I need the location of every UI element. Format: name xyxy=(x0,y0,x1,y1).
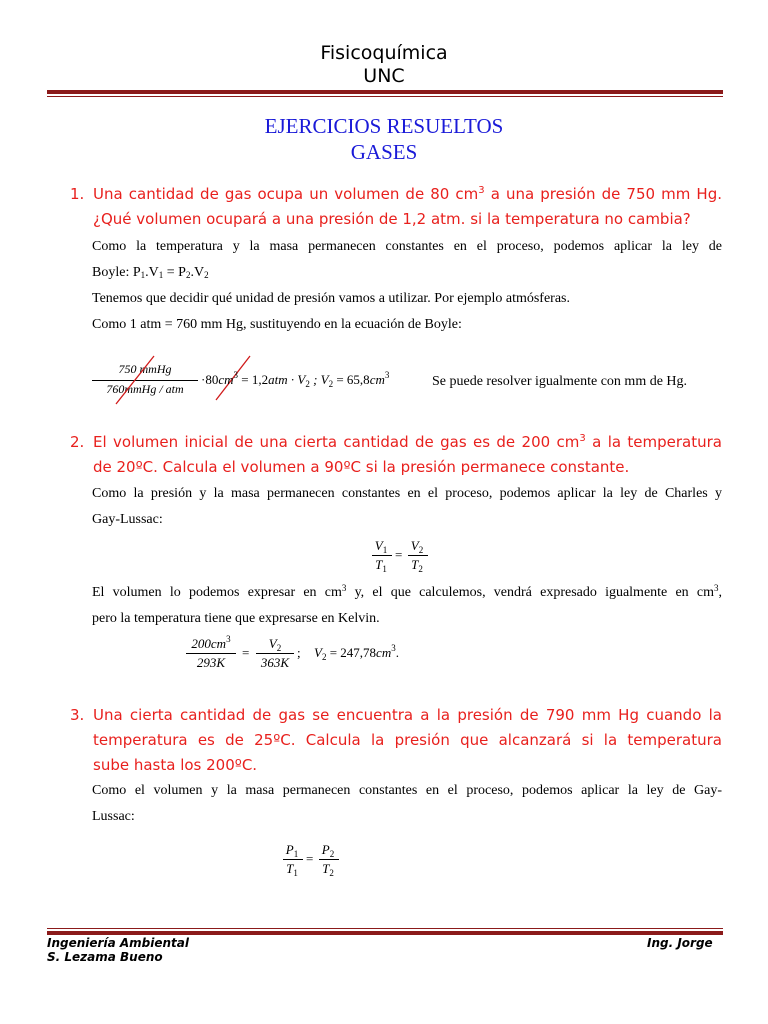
answer-2-text xyxy=(92,481,722,533)
paragraph-line: Como 1 atm = 760 mm Hg, sustituyendo en la ecuación de Boyle: xyxy=(92,317,462,332)
question-line: sube hasta los 200ºC. xyxy=(93,756,258,774)
document-subtitle: GASES xyxy=(350,140,418,164)
fraction-bar xyxy=(186,653,236,654)
fraction-numerator: 750 mmHg xyxy=(118,362,172,376)
question-line: de 20ºC. Calcula el volumen a 90ºC si la presión permanece constante. xyxy=(93,458,630,476)
question-1 xyxy=(70,182,722,232)
footer-rule-thin xyxy=(47,928,723,929)
question-number: 1. xyxy=(70,185,85,203)
answer-1-text xyxy=(92,234,722,338)
header-rule-thick xyxy=(47,90,723,94)
paragraph-line: pero la temperatura tiene que expresarse en Kelvin. xyxy=(92,611,380,626)
fraction-denominator: $T_2$ xyxy=(411,557,423,574)
fraction-numerator: $P_1$ xyxy=(285,842,299,859)
question-line: ¿Qué volumen ocupará a una presión de 1,2 atm. si la temperatura no cambia? xyxy=(93,210,691,228)
question-line: El volumen inicial de una cierta cantidad de gas es de 200 $cm^3$ a la temperatura xyxy=(93,433,722,451)
cancel-strike-icon xyxy=(94,354,214,406)
fraction-denominator: 293K xyxy=(196,655,226,670)
paragraph-line: El volumen lo podemos expresar en $cm^3$ y, el que calculemos, vendrá expresado igualmente en $cm^3$, xyxy=(92,583,722,600)
fraction-numerator: $V_1$ xyxy=(374,538,388,555)
result-expression: $V_2 = 247,78cm^3$. xyxy=(314,643,399,662)
paragraph-line: Gay-Lussac: xyxy=(92,512,163,527)
fraction-numerator: $V_2$ xyxy=(410,538,424,555)
separator: ; xyxy=(297,645,301,660)
equation-note: Se puede resolver igualmente con mm de Hg. xyxy=(432,374,688,389)
boyle-equation-rest: $\cdot 80cm^3 = 1,2atm \cdot V_2$ ; $V_2 = 65,8cm^3$ xyxy=(201,370,390,389)
paragraph-line: Como la presión y la masa permanecen constantes en el proceso, podemos aplicar la ley de Charles y xyxy=(92,486,722,501)
footer-department: Ingeniería Ambiental xyxy=(47,936,189,950)
answer-2-text-continued xyxy=(92,580,722,632)
fraction-bar xyxy=(408,555,428,556)
paragraph-line: Lussac: xyxy=(92,809,135,824)
question-2 xyxy=(70,430,722,480)
answer-3-text xyxy=(92,778,722,830)
fraction-numerator: $P_2$ xyxy=(321,842,335,859)
question-number: 3. xyxy=(70,706,85,724)
equals-sign: = xyxy=(395,547,403,562)
paragraph-line: Boyle: $P_1.V_1 = P_2.V_2$ xyxy=(92,265,209,280)
fraction-denominator: $T_1$ xyxy=(286,861,298,878)
footer-instructor: Ing. Jorge xyxy=(647,936,713,950)
equals-sign: = xyxy=(306,851,314,866)
header-subject: Fisicoquímica xyxy=(320,42,448,64)
fraction-numerator: $200cm^3$ xyxy=(191,634,231,651)
fraction-denominator: 760mmHg / atm xyxy=(106,382,184,396)
fraction-numerator: $V_2$ xyxy=(268,636,282,653)
fraction-bar xyxy=(283,859,303,860)
question-line: Una cierta cantidad de gas se encuentra a la presión de 790 mm Hg cuando la xyxy=(93,706,722,724)
fraction-denominator: 363K xyxy=(260,655,290,670)
fraction-bar xyxy=(319,859,339,860)
fraction-bar xyxy=(256,653,294,654)
footer-author: S. Lezama Bueno xyxy=(47,950,163,964)
header-rule-thin xyxy=(47,96,723,97)
question-number: 2. xyxy=(70,433,85,451)
equals-sign: = xyxy=(242,645,250,660)
question-line: Una cantidad de gas ocupa un volumen de 80 $cm^3$ a una presión de 750 mm Hg. xyxy=(93,185,722,203)
fraction-denominator: $T_2$ xyxy=(322,861,334,878)
footer-rule-thick xyxy=(47,931,723,935)
question-3 xyxy=(70,703,722,778)
paragraph-line: Como la temperatura y la masa permanecen constantes en el proceso, podemos aplicar la ley de xyxy=(92,239,722,254)
paragraph-line: Tenemos que decidir qué unidad de presión vamos a utilizar. Por ejemplo atmósferas. xyxy=(92,291,570,306)
question-line: temperatura es de 25ºC. Calcula la presión que alcanzará si la temperatura xyxy=(93,731,722,749)
fraction-denominator: $T_1$ xyxy=(375,557,387,574)
header-institution: UNC xyxy=(363,65,405,87)
fraction-bar xyxy=(372,555,392,556)
document-title: EJERCICIOS RESUELTOS xyxy=(264,114,504,138)
paragraph-line: Como el volumen y la masa permanecen constantes en el proceso, podemos aplicar la ley de Gay- xyxy=(92,783,722,798)
